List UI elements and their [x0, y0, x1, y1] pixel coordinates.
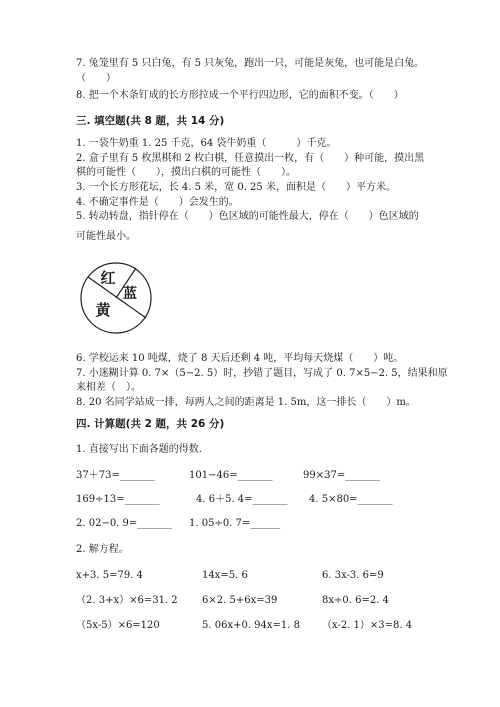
oral-item: 101−46=_______: [189, 470, 273, 481]
oral-item: 169÷13=_______: [76, 494, 160, 505]
fill-q7-line2: 来相差（ ）。: [76, 382, 141, 393]
spinner-wheel: [76, 258, 156, 338]
calc-q2-title: 2. 解方程。: [76, 544, 129, 555]
equation-item: （2. 3+x）×6=31. 2: [76, 595, 178, 606]
spinner-label-yellow: 黄: [95, 301, 111, 319]
judge-q7-line1: 7. 兔笼里有 5 只白兔，有 5 只灰兔，跑出一只，可能是灰兔，也可能是白兔。: [76, 58, 425, 69]
equation-item: 14x=5. 6: [202, 570, 248, 581]
fill-q4: 4. 不确定事件是（ ）会发生的。: [76, 197, 239, 208]
equation-item: x+3. 5=79. 4: [76, 570, 143, 581]
judge-q8: 8. 把一个木条钉成的长方形拉成一个平行四边形，它的面积不变。（ ）: [76, 90, 404, 101]
oral-item: 2. 02−0. 9=_______: [76, 518, 173, 529]
equation-item: 5. 06x+0. 94x=1. 8: [202, 620, 301, 631]
fill-q2-line2: 棋的可能性（ ），摸出白棋的可能性（ ）。: [76, 167, 296, 178]
equation-item: 8x÷0. 6=2. 4: [322, 595, 389, 606]
oral-item: 99×37=_______: [303, 470, 381, 481]
fill-q6: 6. 学校运来 10 吨煤，烧了 8 天后还剩 4 吨，平均每天烧煤（ ）吨。: [76, 353, 404, 364]
equation-item: 6×2. 5+6x=39: [202, 595, 278, 606]
spinner-label-red: 红: [100, 269, 116, 287]
oral-item: 4. 5×80=_______: [309, 494, 393, 505]
oral-item: 37＋73=_______: [76, 470, 155, 481]
equation-item: （5x-5）×6=120: [76, 620, 160, 631]
calc-q1-title: 1. 直接写出下面各题的得数.: [76, 444, 202, 455]
equation-item: （x-2. 1）×3=8. 4: [322, 620, 413, 631]
fill-section-heading: 三. 填空题(共 8 题，共 14 分): [76, 115, 225, 127]
fill-q8: 8. 20 名同学站成一排，每两人之间的距离是 1. 5m，这一排长（ ）m。: [76, 397, 416, 408]
oral-item: 1. 05÷0. 7=______: [189, 518, 281, 529]
fill-q5-line1: 5. 转动转盘，指针停在（ ）色区域的可能性最大，停在（ ）色区域的: [76, 211, 419, 222]
equation-item: 6. 3x-3. 6=9: [322, 570, 384, 581]
spinner-label-blue: 蓝: [123, 286, 137, 302]
fill-q5-line2: 可能性最小。: [76, 231, 136, 242]
calc-section-heading: 四. 计算题(共 2 题，共 26 分): [76, 418, 225, 430]
judge-q7-line2: （ ）: [76, 73, 116, 84]
oral-item: 4. 6＋5. 4=_______: [196, 494, 288, 505]
fill-q1: 1. 一袋牛奶重 1. 25 千克，64 袋牛奶重（ ）千克。: [76, 138, 337, 149]
fill-q7-line1: 7. 小迷糊计算 0. 7×（5−2. 5）时，抄错了题目，写成了 0. 7×5−2. 5，结果和原: [76, 368, 448, 379]
fill-q2-line1: 2. 盒子里有 5 枚黑棋和 2 枚白棋，任意摸出一枚，有（ ）种可能，摸出黑: [76, 153, 425, 164]
fill-q3: 3. 一个长方形花坛，长 4. 5 米，宽 0. 25 米，面积是（ ）平方米。: [76, 182, 396, 193]
